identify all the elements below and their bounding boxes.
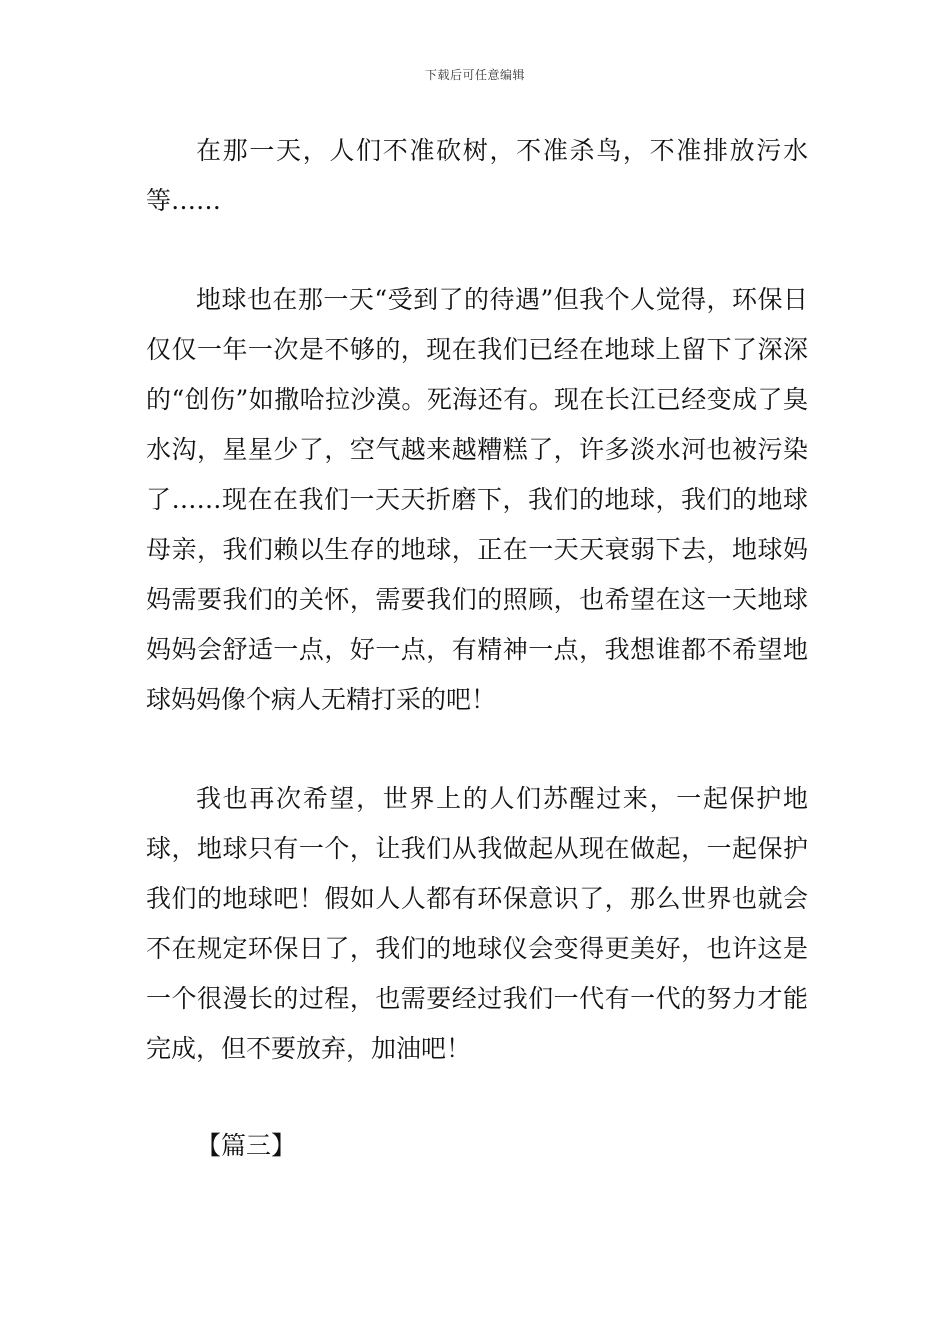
paragraph-1: 在那一天，人们不准砍树，不准杀鸟，不准排放污水等…… [146, 136, 808, 215]
paragraph-3: 我也再次希望，世界上的人们苏醒过来，一起保护地球，地球只有一个，让我们从我做起从现在做起，一起保护我们的地球吧！假如人人都有环保意识了，那么世界也就会不在规定环保日了，我们的地球仪会变得更美好，也许这是一个很漫长的过程，也需要经过我们一代有一代的努力才能完成，但不要放弃，加油吧！ [146, 784, 808, 1063]
section-heading: 【篇三】 [196, 1131, 297, 1160]
paragraph-2: 地球也在那一天“受到了的待遇”但我个人觉得，环保日仅仅一年一次是不够的，现在我们已经在地球上留下了深深的“创伤”如撒哈拉沙漠。死海还有。现在长江已经变成了臭水沟，星星少了，空气越来越糟糕了，许多淡水河也被污染了……现在在我们一天天折磨下，我们的地球，我们的地球母亲，我们赖以生存的地球，正在一天天衰弱下去，地球妈妈需要我们的关怀，需要我们的照顾，也希望在这一天地球妈妈会舒适一点，好一点，有精神一点，我想谁都不希望地球妈妈像个病人无精打采的吧！ [146, 285, 808, 714]
header-note: 下载后可任意编辑 [424, 68, 525, 82]
